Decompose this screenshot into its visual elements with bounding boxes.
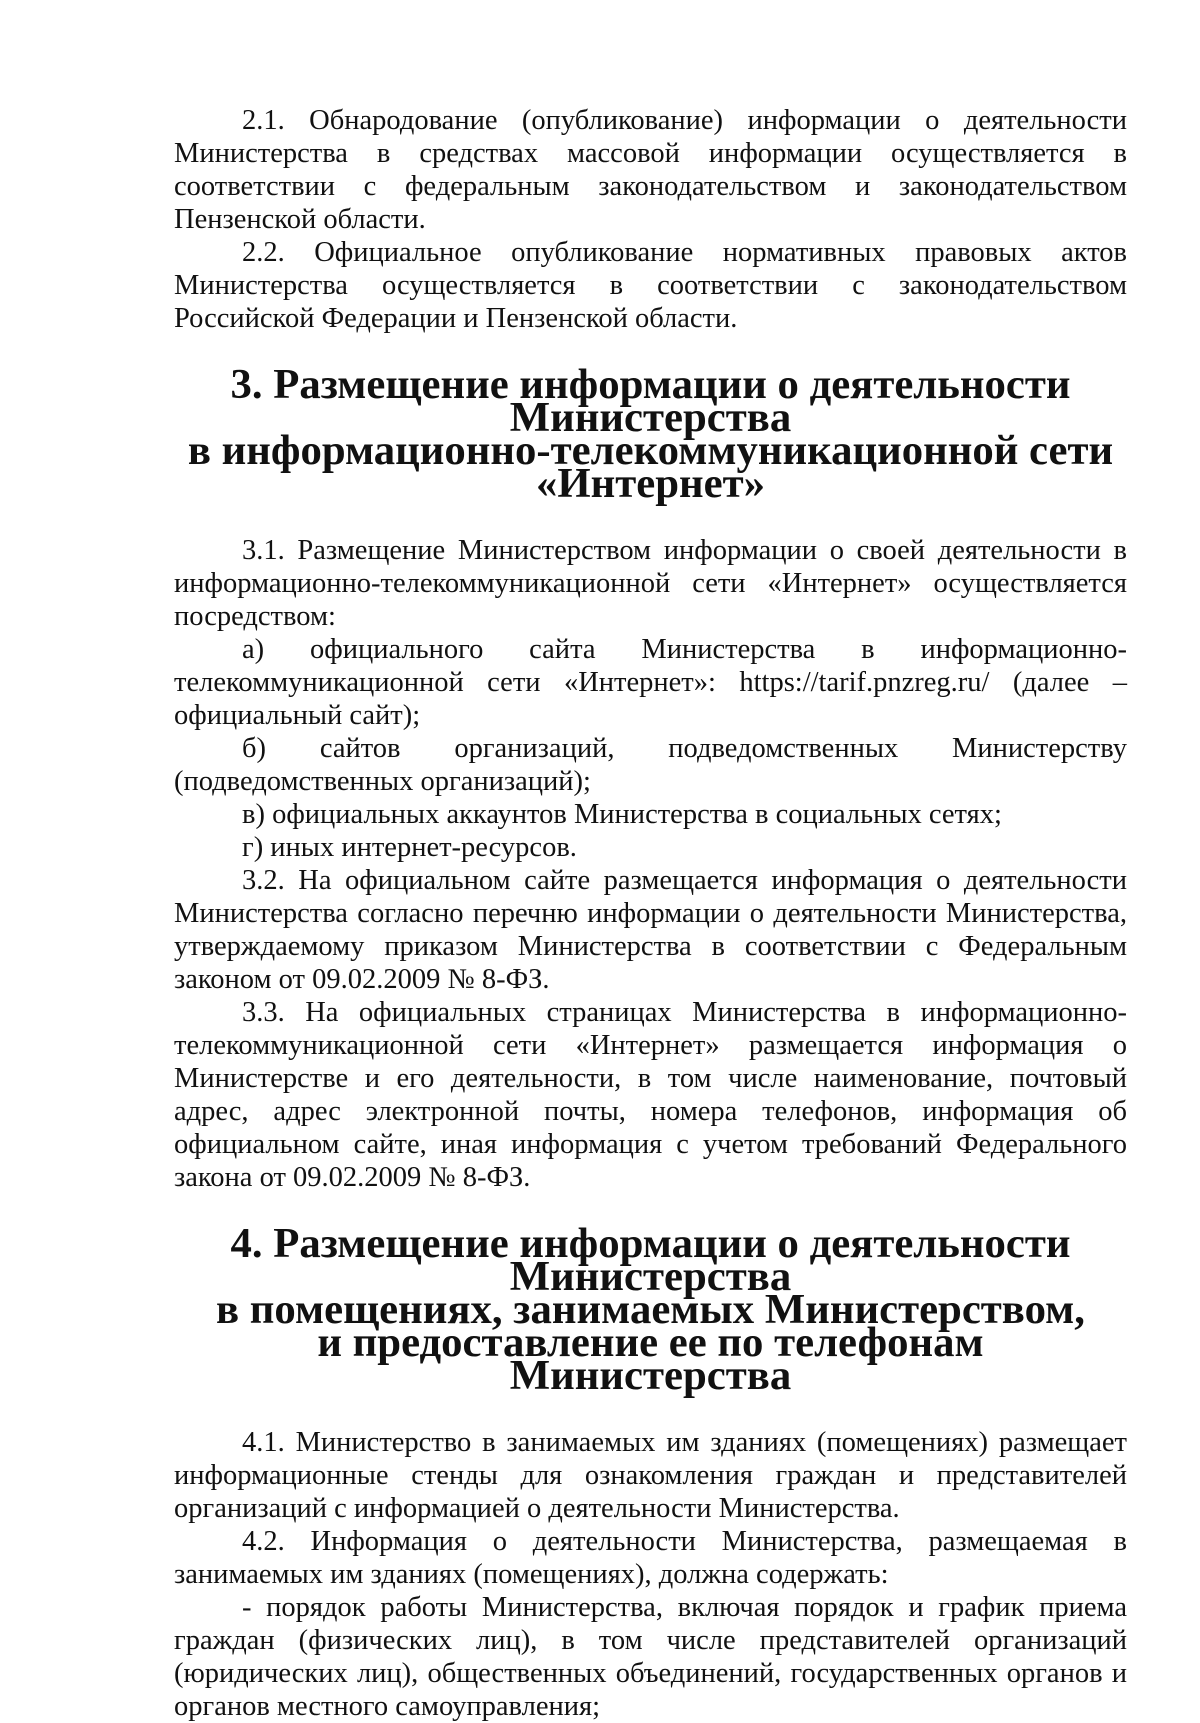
section-4-heading-line: в помещениях, занимаемых Министерством, [216, 1286, 1085, 1333]
section-3-heading-line: 3. Размещение информации о деятельности Министерства [230, 361, 1071, 441]
paragraph-4-1: 4.1. Министерство в занимаемых им зданиях (помещениях) размещает информационные стенды для ознакомления граждан и представителей организаций с информацией о деятельности Министерства. [174, 1427, 1127, 1524]
paragraph-2-1: 2.1. Обнародование (опубликование) информации о деятельности Министерства в средствах массовой информации осуществляется в соответствии с федеральным законодательством и законодательством Пензенской области. [174, 105, 1127, 235]
list-item-v: в) официальных аккаунтов Министерства в социальных сетях; [242, 799, 1002, 830]
list-item-g: г) иных интернет-ресурсов. [242, 832, 577, 863]
section-3-heading [174, 361, 1127, 507]
list-item-a: а) официального сайта Министерства в информационно-телекоммуникационной сети «Интернет»: https://tarif.pnzreg.ru/ (далее – официальный сайт); [174, 634, 1127, 731]
list-item-dash: - порядок работы Министерства, включая порядок и график приема граждан (физических лиц), в том числе представителей организаций (юридических лиц), общественных объединений, государственных органов и органов местного самоуправления; [174, 1592, 1127, 1722]
paragraph-3-3: 3.3. На официальных страницах Министерства в информационно-телекоммуникационной сети «Интернет» размещается информация о Министерстве и его деятельности, в том числе наименование, почтовый адрес, адрес электронной почты, номера телефонов, информация об официальном сайте, иная информация с учетом требований Федерального закона от 09.02.2009 № 8-ФЗ. [174, 997, 1127, 1193]
list-item-b: б) сайтов организаций, подведомственных Министерству (подведомственных организаций); [174, 733, 1127, 797]
paragraph-3-1: 3.1. Размещение Министерством информации о своей деятельности в информационно-телекоммуникационной сети «Интернет» осуществляется посредством: [174, 535, 1127, 632]
paragraph-3-2: 3.2. На официальном сайте размещается информация о деятельности Министерства согласно перечню информации о деятельности Министерства, утверждаемому приказом Министерства в соответствии с Федеральным законом от 09.02.2009 № 8-ФЗ. [174, 865, 1127, 995]
paragraph-4-2: 4.2. Информация о деятельности Министерства, размещаемая в занимаемых им зданиях (помещениях), должна содержать: [174, 1526, 1127, 1590]
section-3-heading-line: в информационно-телекоммуникационной сети «Интернет» [187, 427, 1114, 507]
document-page [174, 104, 1127, 1723]
paragraph-2-2: 2.2. Официальное опубликование нормативных правовых актов Министерства осуществляется в соответствии с законодательством Российской Федерации и Пензенской области. [174, 237, 1127, 334]
section-4-heading [174, 1220, 1127, 1399]
section-4-heading-line: и предоставление ее по телефонам Министерства [317, 1319, 984, 1399]
section-4-heading-line: 4. Размещение информации о деятельности Министерства [230, 1220, 1071, 1300]
